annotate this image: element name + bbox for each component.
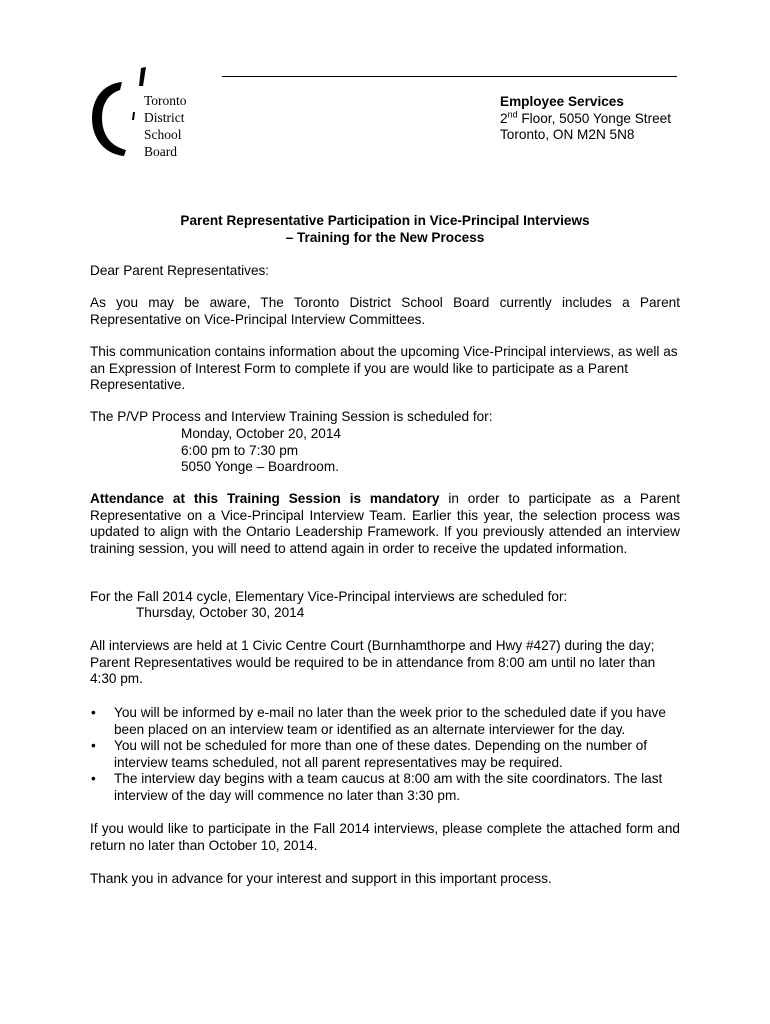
session-intro: The P/VP Process and Interview Training Session is scheduled for: — [90, 409, 493, 424]
paragraph-attendance — [90, 491, 680, 557]
street-rest: Floor, 5050 Yonge Street — [517, 110, 672, 126]
floor-number: 2 — [500, 110, 508, 126]
session-location: 5050 Yonge – Boardroom. — [181, 459, 339, 475]
session-time: 6:00 pm to 7:30 pm — [181, 442, 299, 458]
department-name: Employee Services — [500, 94, 624, 109]
paragraph-location: All interviews are held at 1 Civic Centre Court (Burnhamthorpe and Hwy #427) during the day; Parent Representatives would be required to be in attendance from 8:00 am until no later than 4:30 pm. — [90, 638, 656, 687]
paragraph-intro: As you may be aware, The Toronto District School Board currently includes a Parent Representative on Vice-Principal Interview Committees. — [90, 295, 680, 327]
list-item-text: You will not be scheduled for more than one of these dates. Depending on the number of interview teams scheduled, not all parent representatives may be required. — [114, 738, 648, 770]
street-line — [500, 108, 672, 128]
title-line: Parent Representative Participation in Vice-Principal Interviews — [180, 213, 590, 228]
closing-line: Thank you in advance for your interest and support in this important process. — [90, 871, 552, 886]
apple-logo-icon — [88, 64, 148, 160]
logo-line: District — [144, 110, 185, 125]
bullet-icon: • — [91, 771, 96, 787]
bullet-list — [90, 705, 680, 805]
logo-wordmark — [144, 92, 187, 160]
list-item-text: The interview day begins with a team caucus at 8:00 am with the site coordinators. The last interview of the day will commence no later than 3:30 pm. — [114, 771, 663, 803]
bullet-icon: • — [91, 705, 96, 720]
fall-date: Thursday, October 30, 2014 — [136, 605, 305, 620]
title-line: – Training for the New Process — [285, 230, 485, 245]
logo-line: School — [144, 127, 182, 142]
fall-intro: For the Fall 2014 cycle, Elementary Vice-Principal interviews are scheduled for: — [90, 589, 568, 604]
address-block — [500, 94, 671, 144]
attendance-mandatory-lead: Attendance at this Training Session is mandatory — [90, 491, 440, 506]
letter-title — [90, 212, 680, 246]
bullet-icon: • — [91, 738, 96, 754]
paragraph-communication: This communication contains information about the upcoming Vice-Principal interviews, as well as an Expression of Interest Form to complete if you are would like to participate as a Parent Representative. — [90, 344, 678, 393]
salutation: Dear Parent Representatives: — [90, 263, 270, 278]
logo-line: Toronto — [144, 93, 187, 108]
logo-line: Board — [144, 144, 177, 159]
tdsb-logo — [88, 64, 208, 160]
attendance-rest: in order to participate as a Parent Representative on a Vice-Principal Interview Team. Earlier this year, the selection process was updated to align with the Ontario Leadership Framework. If you previously attended an interview training session, you will need to attend again in order to receive the updated information. — [90, 491, 680, 556]
list-item — [90, 705, 680, 738]
city-line: Toronto, ON M2N 5N8 — [500, 127, 635, 142]
session-date: Monday, October 20, 2014 — [181, 426, 341, 441]
session-details — [181, 426, 341, 476]
list-item-text: You will be informed by e-mail no later than the week prior to the scheduled date if you have been placed on an interview team or identified as an alternate interviewer for the day. — [114, 705, 666, 737]
paragraph-participate: If you would like to participate in the Fall 2014 interviews, please complete the attached form and return no later than October 10, 2014. — [90, 821, 680, 853]
header-rule — [222, 76, 677, 77]
list-item — [90, 771, 680, 804]
list-item — [90, 738, 680, 771]
floor-suffix: nd — [507, 108, 518, 119]
